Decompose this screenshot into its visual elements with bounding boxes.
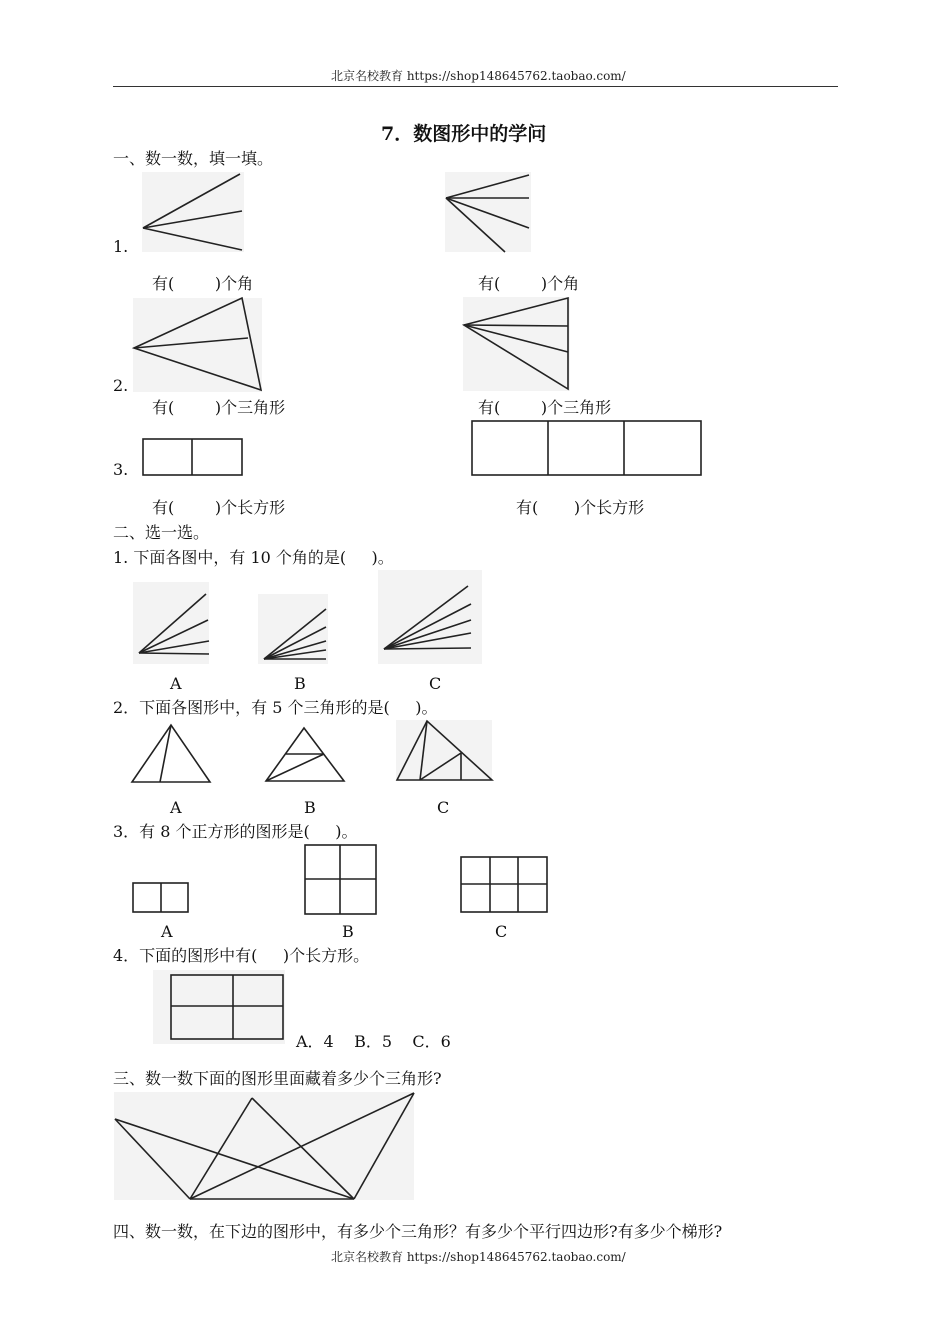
angle-figure-1a — [140, 170, 246, 254]
s2-q3-option-c: C — [495, 922, 508, 941]
section1-heading: 一、数一数，填一填。 — [113, 149, 274, 168]
s2-q3-figure-a — [131, 881, 190, 914]
q2-number: 2. — [113, 376, 129, 395]
section3-heading: 三、数一数下面的图形里面藏着多少个三角形? — [113, 1069, 442, 1088]
s2-q2-option-a: A — [170, 798, 182, 817]
rectangle-figure-3a — [141, 437, 244, 477]
s2-q2-figure-c — [394, 718, 494, 783]
page-header: 北京名校教育 https://shop148645762.taobao.com/ — [331, 69, 626, 83]
s2-q3-figure-b — [303, 843, 378, 916]
q2-answer-right: 有( )个三角形 — [478, 398, 612, 417]
s2-q1-option-c: C — [429, 674, 442, 693]
header-rule — [113, 86, 838, 87]
rectangle-figure-3b — [470, 419, 703, 477]
q1-number: 1. — [113, 237, 129, 256]
q3-answer-right: 有( )个长方形 — [516, 498, 645, 517]
s2-q1-option-a: A — [170, 674, 182, 693]
s2-q2-text: 2．下面各图形中，有 5 个三角形的是( )。 — [113, 698, 438, 717]
s2-q3-text: 3．有 8 个正方形的图形是( )。 — [113, 822, 358, 841]
s2-q1-figure-a — [131, 580, 211, 666]
s2-q1-figure-c — [376, 568, 484, 666]
triangle-figure-2b — [460, 295, 572, 393]
triangle-figure-2a — [130, 296, 264, 394]
s2-q2-option-b: B — [304, 798, 316, 817]
q3-answer-left: 有( )个长方形 — [152, 498, 286, 517]
s2-q2-option-c: C — [437, 798, 450, 817]
section2-heading: 二、选一选。 — [113, 523, 210, 542]
q1-answer-right: 有( )个角 — [478, 274, 580, 293]
s3-hidden-triangles-figure — [112, 1090, 416, 1202]
s2-q3-option-b: B — [342, 922, 354, 941]
page-title: 7．数图形中的学问 — [381, 123, 547, 145]
section4-heading: 四、数一数，在下边的图形中，有多少个三角形？有多少个平行四边形?有多少个梯形? — [113, 1222, 723, 1241]
s2-q1-figure-b — [256, 592, 330, 666]
s2-q4-text: 4．下面的图形中有( )个长方形。 — [113, 946, 370, 965]
page-footer: 北京名校教育 https://shop148645762.taobao.com/ — [331, 1250, 626, 1264]
q2-answer-left: 有( )个三角形 — [152, 398, 286, 417]
s2-q4-figure — [151, 968, 287, 1046]
angle-figure-1b — [443, 170, 533, 254]
s2-q2-figure-a — [130, 722, 212, 784]
q1-answer-left: 有( )个角 — [152, 274, 254, 293]
s2-q1-text: 1. 下面各图中，有 10 个角的是( )。 — [113, 548, 394, 567]
s2-q3-option-a: A — [161, 922, 173, 941]
s2-q2-figure-b — [264, 725, 346, 783]
q3-number: 3. — [113, 460, 129, 479]
s2-q4-choices: A．4 B．5 C．6 — [296, 1032, 451, 1051]
s2-q3-figure-c — [459, 855, 549, 914]
s2-q1-option-b: B — [294, 674, 306, 693]
